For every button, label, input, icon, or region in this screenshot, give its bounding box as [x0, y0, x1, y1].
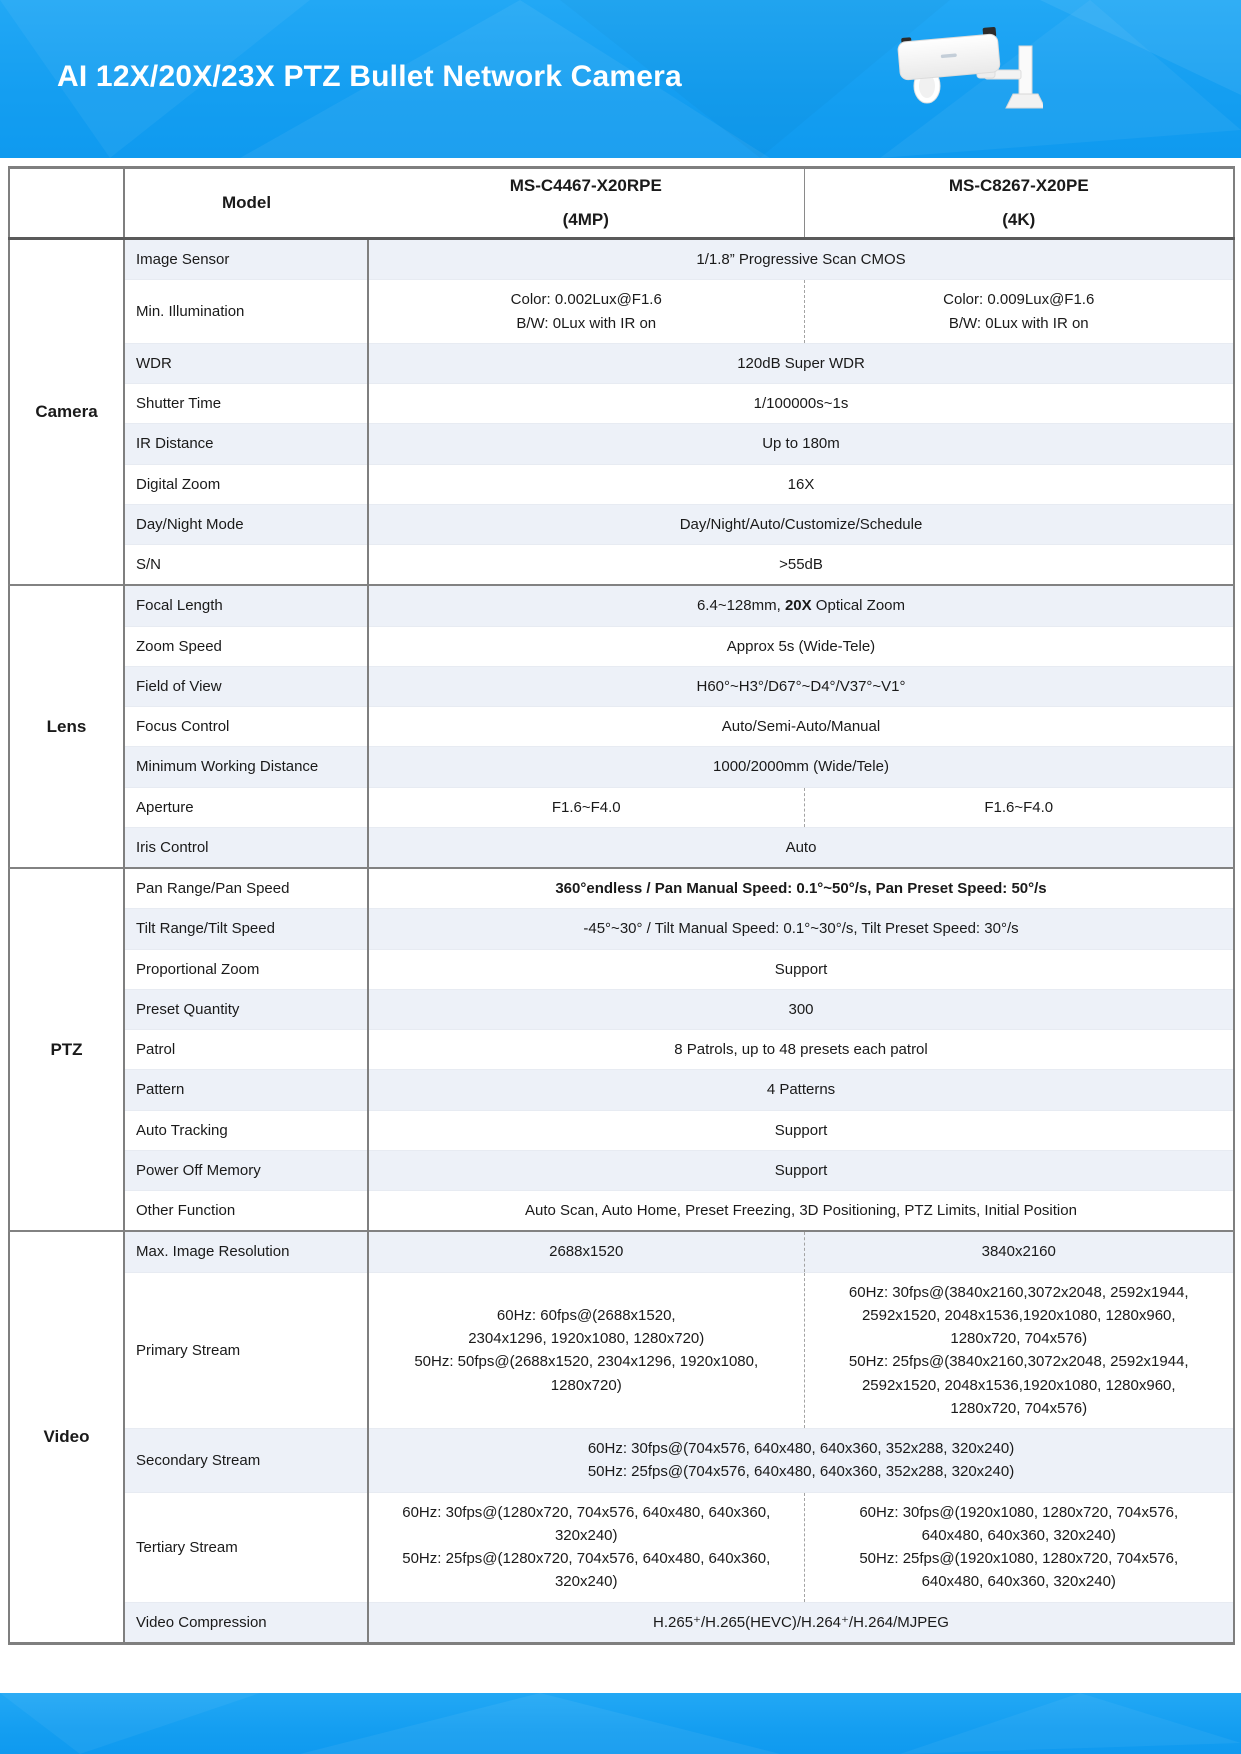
value-line: 1/100000s~1s [753, 395, 849, 412]
spec-value [368, 747, 1234, 787]
spec-row [9, 1110, 1234, 1150]
value-line: 360°endless / Pan Manual Speed: 0.1°~50°/s, Pan Preset Speed: 50°/s [555, 880, 1047, 897]
value-line: 1000/2000mm (Wide/Tele) [713, 758, 889, 776]
value-line: 50Hz: 50fps@(2688x1520, 2304x1296, 1920x1080, [414, 1353, 759, 1371]
value-text: Optical Zoom [811, 597, 906, 615]
value-line: B/W: 0Lux with IR on [948, 314, 1089, 332]
spec-value [368, 280, 804, 344]
spec-row [9, 464, 1234, 504]
model-variant: (4MP) [562, 210, 609, 229]
spec-label: Aperture [124, 787, 368, 827]
spec-row [9, 585, 1234, 626]
value-line: F1.6~F4.0 [551, 798, 621, 816]
spec-label: Pan Range/Pan Speed [124, 868, 368, 909]
spec-value [368, 424, 1234, 464]
spec-row [9, 1231, 1234, 1272]
spec-label: Shutter Time [124, 384, 368, 424]
spec-row [9, 1602, 1234, 1643]
spec-value [368, 827, 1234, 868]
value-line: H60°~H3°/D67°~D4°/V37°~V1° [696, 677, 906, 695]
spec-value [368, 909, 1234, 949]
spec-value [804, 787, 1234, 827]
spec-value [368, 868, 1234, 909]
spec-value [368, 1030, 1234, 1070]
value-line: -45°~30° / Tilt Manual Speed: 0.1°~30°/s, Tilt Preset Speed: 30°/s [583, 920, 1019, 938]
value-line: 60Hz: 30fps@(704x576, 640x480, 640x360, 352x288, 320x240) [587, 1440, 1015, 1457]
spec-label: Field of View [124, 666, 368, 706]
spec-label: Digital Zoom [124, 464, 368, 504]
spec-row [9, 666, 1234, 706]
spec-row [9, 1191, 1234, 1232]
spec-label: Patrol [124, 1030, 368, 1070]
section-label: Video [9, 1231, 124, 1643]
spec-row [9, 868, 1234, 909]
spec-value [368, 1191, 1234, 1232]
spec-label: Tertiary Stream [124, 1492, 368, 1602]
value-line: 2592x1520, 2048x1536,1920x1080, 1280x960, [861, 1376, 1176, 1394]
spec-value [368, 464, 1234, 504]
spec-value [804, 280, 1234, 344]
value-line: 1/1.8” Progressive Scan CMOS [696, 251, 906, 268]
spec-label: Primary Stream [124, 1272, 368, 1429]
value-line: Day/Night/Auto/Customize/Schedule [679, 515, 923, 533]
spec-label: Proportional Zoom [124, 949, 368, 989]
spec-value [368, 1602, 1234, 1643]
value-line: 16X [787, 475, 815, 493]
value-line: 2592x1520, 2048x1536,1920x1080, 1280x960, [861, 1306, 1176, 1324]
spec-value [368, 239, 1234, 280]
spec-label: Tilt Range/Tilt Speed [124, 909, 368, 949]
spec-value [368, 1110, 1234, 1150]
spec-row [9, 909, 1234, 949]
spec-row [9, 827, 1234, 868]
value-line: Support [774, 960, 828, 978]
banner-pattern [0, 1693, 1241, 1754]
value-line: 60Hz: 30fps@(3840x2160,3072x2048, 2592x1944, [848, 1283, 1189, 1301]
value-line: B/W: 0Lux with IR on [516, 314, 657, 332]
spec-table-body [9, 239, 1234, 1644]
spec-value [368, 585, 1234, 626]
value-line: 320x240) [554, 1526, 618, 1544]
spec-value [368, 384, 1234, 424]
footer-banner [0, 1693, 1241, 1754]
spec-value [368, 1429, 1234, 1493]
value-line: >55dB [779, 556, 823, 573]
spec-row [9, 626, 1234, 666]
spec-row [9, 424, 1234, 464]
spec-label: Day/Night Mode [124, 504, 368, 544]
spec-row [9, 545, 1234, 586]
value-line: 50Hz: 25fps@(1920x1080, 1280x720, 704x576, [859, 1550, 1179, 1567]
model-label: Model [124, 168, 368, 239]
spec-label: Minimum Working Distance [124, 747, 368, 787]
spec-label: Secondary Stream [124, 1429, 368, 1493]
spec-table [8, 166, 1235, 1645]
product-image [883, 20, 1043, 132]
spec-row [9, 1272, 1234, 1429]
spec-row [9, 707, 1234, 747]
spec-label: Min. Illumination [124, 280, 368, 344]
value-line: H.265⁺/H.265(HEVC)/H.264⁺/H.264/MJPEG [653, 1613, 949, 1631]
value-line: 60Hz: 60fps@(2688x1520, [496, 1306, 676, 1324]
page-title: AI 12X/20X/23X PTZ Bullet Network Camera [57, 60, 682, 93]
spec-value [368, 1231, 804, 1272]
spec-label: Image Sensor [124, 239, 368, 280]
value-line: 300 [788, 1000, 814, 1018]
spec-value [368, 626, 1234, 666]
spec-row [9, 384, 1234, 424]
model-header-row [9, 168, 1234, 239]
spec-label: Zoom Speed [124, 626, 368, 666]
spec-label: Auto Tracking [124, 1110, 368, 1150]
spec-value [368, 787, 804, 827]
model-name: MS-C4467-X20RPE [509, 176, 662, 195]
spec-label: Power Off Memory [124, 1150, 368, 1190]
spec-value [804, 1492, 1234, 1602]
spec-label: Focus Control [124, 707, 368, 747]
value-line: 120dB Super WDR [737, 354, 865, 372]
value-line: 1280x720, 704x576) [950, 1399, 1088, 1417]
spec-value [368, 949, 1234, 989]
spec-label: Preset Quantity [124, 989, 368, 1029]
value-line: 1280x720) [550, 1376, 622, 1394]
spec-label: Max. Image Resolution [124, 1231, 368, 1272]
spec-label: S/N [124, 545, 368, 586]
value-line: Auto [785, 838, 817, 856]
value-line: 60Hz: 30fps@(1280x720, 704x576, 640x480, 640x360, [402, 1503, 771, 1521]
value-line: 50Hz: 25fps@(704x576, 640x480, 640x360, 352x288, 320x240) [587, 1463, 1015, 1481]
value-line: 320x240) [554, 1573, 618, 1591]
spec-row [9, 1070, 1234, 1110]
spec-value [368, 343, 1234, 383]
spec-row [9, 989, 1234, 1029]
spec-label: Pattern [124, 1070, 368, 1110]
spec-row [9, 1429, 1234, 1493]
spec-row [9, 787, 1234, 827]
spec-row [9, 504, 1234, 544]
value-line: Color: 0.002Lux@F1.6 [510, 291, 662, 309]
spec-label: IR Distance [124, 424, 368, 464]
spec-row [9, 343, 1234, 383]
value-text: 20X [784, 597, 812, 615]
value-line: 8 Patrols, up to 48 presets each patrol [674, 1041, 928, 1058]
value-line: 640x480, 640x360, 320x240) [921, 1526, 1116, 1544]
spec-value [368, 666, 1234, 706]
spec-value [368, 1272, 804, 1429]
value-line: 50Hz: 25fps@(3840x2160,3072x2048, 2592x1944, [848, 1353, 1189, 1371]
spec-label: Other Function [124, 1191, 368, 1232]
value-line: Auto/Semi-Auto/Manual [721, 718, 881, 735]
value-line: 3840x2160 [981, 1243, 1056, 1261]
value-line: 2304x1296, 1920x1080, 1280x720) [468, 1330, 705, 1347]
spec-row [9, 239, 1234, 280]
spec-value [368, 707, 1234, 747]
model-name: MS-C8267-X20PE [948, 176, 1089, 195]
spec-row [9, 1030, 1234, 1070]
value-line: F1.6~F4.0 [984, 798, 1054, 816]
corner-cell [9, 168, 124, 239]
model-variant: (4K) [1002, 210, 1036, 229]
section-label: Lens [9, 585, 124, 868]
value-line: Color: 0.009Lux@F1.6 [943, 291, 1095, 309]
spec-row [9, 747, 1234, 787]
spec-value [368, 545, 1234, 586]
value-line: 640x480, 640x360, 320x240) [921, 1573, 1116, 1591]
spec-label: Video Compression [124, 1602, 368, 1643]
value-line: 2688x1520 [549, 1243, 624, 1261]
spec-value [368, 1070, 1234, 1110]
value-line: Up to 180m [762, 435, 840, 453]
value-line: Auto Scan, Auto Home, Preset Freezing, 3D Positioning, PTZ Limits, Initial Position [525, 1202, 1077, 1219]
spec-value [804, 1272, 1234, 1429]
section-label: Camera [9, 239, 124, 586]
spec-label: WDR [124, 343, 368, 383]
spec-value [804, 1231, 1234, 1272]
value-line: 50Hz: 25fps@(1280x720, 704x576, 640x480, 640x360, [402, 1550, 771, 1567]
value-line: 60Hz: 30fps@(1920x1080, 1280x720, 704x576, [859, 1503, 1179, 1521]
camera-body [897, 27, 1001, 81]
spec-value [368, 1492, 804, 1602]
spec-row [9, 280, 1234, 344]
header-banner [0, 0, 1241, 158]
spec-row [9, 1150, 1234, 1190]
model-column-1 [368, 168, 804, 239]
spec-value [368, 1150, 1234, 1190]
value-line: Approx 5s (Wide-Tele) [726, 637, 876, 655]
spec-label: Focal Length [124, 585, 368, 626]
spec-label: Iris Control [124, 827, 368, 868]
value-line: Support [774, 1121, 828, 1139]
value-line: 1280x720, 704x576) [950, 1330, 1088, 1347]
spec-row [9, 949, 1234, 989]
spec-table-container [8, 166, 1233, 1645]
spec-value [368, 989, 1234, 1029]
section-label: PTZ [9, 868, 124, 1231]
model-column-2 [804, 168, 1234, 239]
spec-value [368, 504, 1234, 544]
value-line: 4 Patterns [766, 1081, 836, 1099]
spec-row [9, 1492, 1234, 1602]
value-line: Support [774, 1161, 828, 1179]
value-text: 6.4~128mm, [696, 597, 785, 615]
